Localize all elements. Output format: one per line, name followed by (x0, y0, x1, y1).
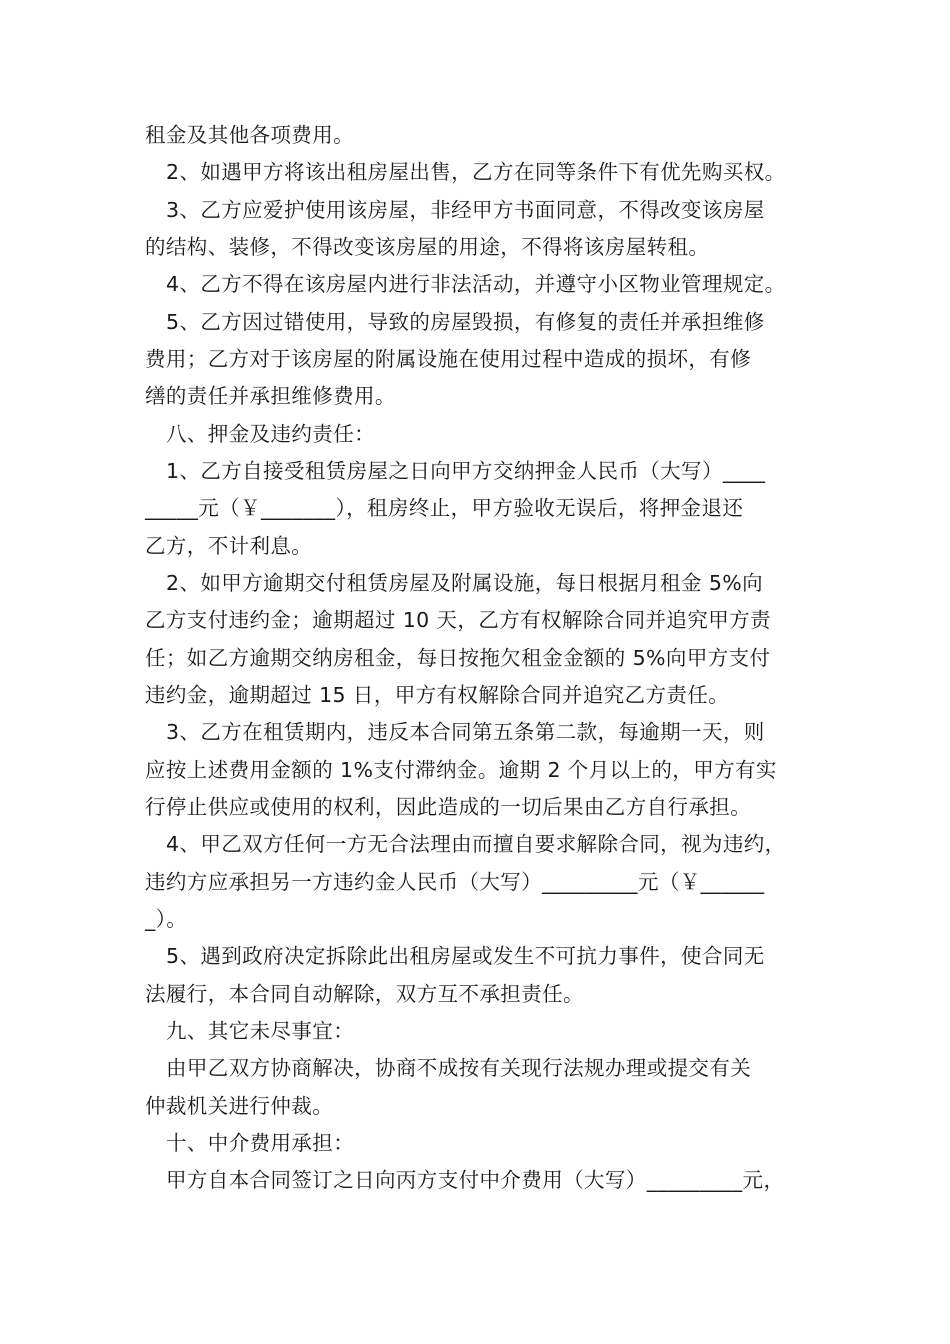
section-9-body: 由甲乙双方协商解决，协商不成按有关现行法规办理或提交有关 (166, 1056, 752, 1080)
text-line: 乙方支付违约金；逾期超过 10 天，乙方有权解除合同并追究甲方责 (145, 608, 771, 632)
text-line: 违约金，逾期超过 15 日，甲方有权解除合同并追究乙方责任。 (145, 683, 730, 707)
clause-8-3: 3、乙方在租赁期内，违反本合同第五条第二款，每逾期一天，则 (166, 720, 765, 744)
text-line: 乙方，不计利息。 (145, 534, 313, 558)
text-line: 法履行，本合同自动解除，双方互不承担责任。 (145, 982, 584, 1006)
clause-7-2: 2、如遇甲方将该出租房屋出售，乙方在同等条件下有优先购买权。 (166, 160, 786, 184)
clause-8-1: 1、乙方自接受租赁房屋之日向甲方交纳押金人民币（大写）____ (166, 459, 766, 483)
text-line: 费用；乙方对于该房屋的附属设施在使用过程中造成的损坏，有修 (145, 347, 752, 371)
section-heading-8: 八、押金及违约责任： (166, 422, 375, 446)
section-heading-9: 九、其它未尽事宜： (166, 1019, 355, 1043)
clause-7-3: 3、乙方应爱护使用该房屋，非经甲方书面同意，不得改变该房屋 (166, 198, 765, 222)
clause-8-5: 5、遇到政府决定拆除此出租房屋或发生不可抗力事件，使合同无 (166, 944, 765, 968)
text-line: _）。 (145, 907, 188, 931)
clause-8-2: 2、如甲方逾期交付租赁房屋及附属设施，每日根据月租金 5%向 (166, 571, 764, 595)
clause-7-5: 5、乙方因过错使用，导致的房屋毁损，有修复的责任并承担维修 (166, 310, 765, 334)
section-heading-10: 十、中介费用承担： (166, 1131, 355, 1155)
text-line: 仲裁机关进行仲裁。 (145, 1094, 334, 1118)
section-10-body: 甲方自本合同签订之日向丙方支付中介费用（大写）_________元， (166, 1168, 785, 1192)
clause-8-4: 4、甲乙双方任何一方无合法理由而擅自要求解除合同，视为违约， (166, 832, 786, 856)
clause-7-4: 4、乙方不得在该房屋内进行非法活动，并遵守小区物业管理规定。 (166, 272, 786, 296)
text-line: 的结构、装修，不得改变该房屋的用途，不得将该房屋转租。 (145, 235, 710, 259)
text-line: 违约方应承担另一方违约金人民币（大写）_________元（￥______ (145, 870, 765, 894)
text-line: 任；如乙方逾期交纳房租金，每日按拖欠租金金额的 5%向甲方支付 (145, 646, 771, 670)
text-line: 租金及其他各项费用。 (145, 123, 354, 147)
text-line: _____元（￥_______），租房终止，甲方验收无误后，将押金退还 (145, 496, 744, 520)
text-line: 缮的责任并承担维修费用。 (145, 384, 396, 408)
text-line: 行停止供应或使用的权利，因此造成的一切后果由乙方自行承担。 (145, 795, 752, 819)
text-line: 应按上述费用金额的 1%支付滞纳金。逾期 2 个月以上的，甲方有实 (145, 758, 777, 782)
